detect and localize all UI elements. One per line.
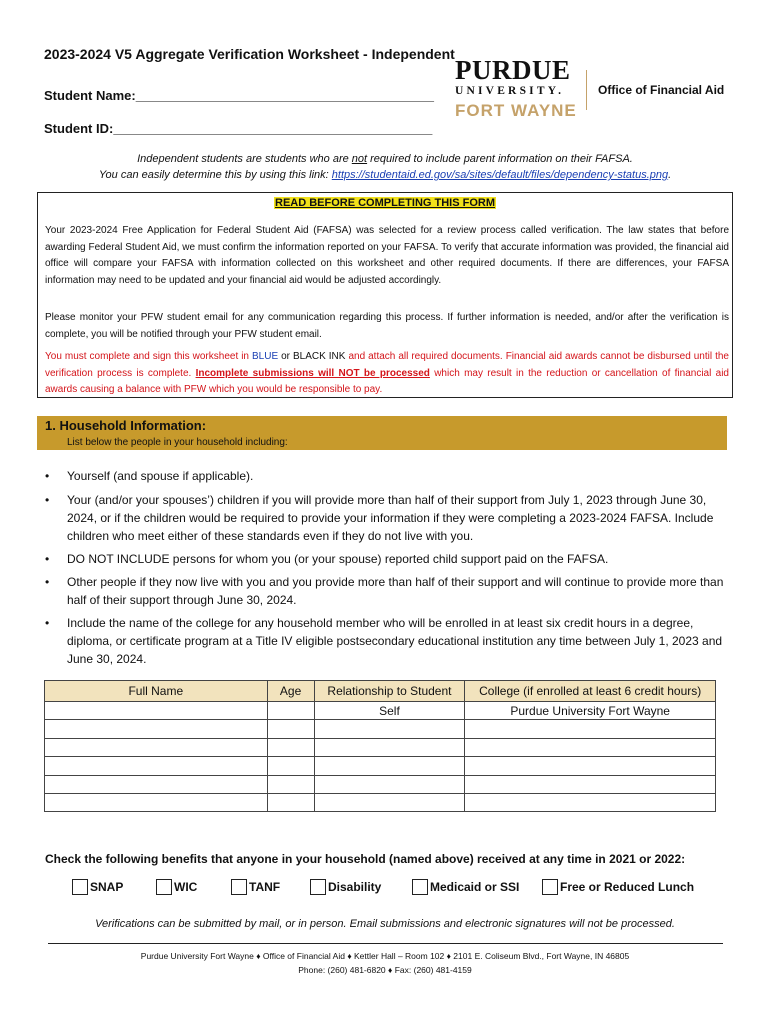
verification-note: Verifications can be submitted by mail, or in person. Email submissions and electronic signatures will not be processed. xyxy=(95,918,675,930)
full-name-cell[interactable] xyxy=(45,757,268,775)
office-name: Office of Financial Aid xyxy=(598,83,725,97)
age-cell[interactable] xyxy=(267,793,314,811)
black-ink-text: BLACK INK xyxy=(293,351,346,362)
section-1-title: 1. Household Information: xyxy=(45,418,207,433)
logo-purdue-text: PURDUE xyxy=(455,55,571,85)
college-cell[interactable] xyxy=(465,720,716,738)
age-cell[interactable] xyxy=(267,738,314,756)
section-1-subtitle: List below the people in your household including: xyxy=(67,437,288,448)
full-name-cell[interactable] xyxy=(45,720,268,738)
bullet-icon: • xyxy=(45,493,50,507)
age-cell[interactable] xyxy=(267,775,314,793)
footer-address: Purdue University Fort Wayne ♦ Office of Financial Aid ♦ Kettler Hall – Room 102 ♦ 2101 E. Coliseum Blvd., Fort Wayne, IN 46805 xyxy=(140,951,630,961)
student-id-row xyxy=(44,120,432,138)
col-full-name: Full Name xyxy=(45,681,268,702)
medicaid-ssi-label: Medicaid or SSI xyxy=(430,880,520,894)
table-row xyxy=(45,702,716,720)
tanf-label: TANF xyxy=(249,880,281,894)
intro-not: not xyxy=(351,153,368,165)
table-row xyxy=(45,757,716,775)
bullet-icon: • xyxy=(45,469,50,483)
snap-label: SNAP xyxy=(90,880,124,894)
medicaid-ssi-checkbox[interactable] xyxy=(412,878,519,896)
list-item-text: Include the name of the college for any household member who will be enrolled in at least six credit hours in a degree, diploma, or certificate program at a Title IV eligible postsecondary educational institution any time between July 1, 2023 and June 30, 2024. xyxy=(67,616,723,666)
college-cell[interactable] xyxy=(465,757,716,775)
footer-phone: Phone: (260) 481-6820 ♦ Fax: (260) 481-4159 xyxy=(298,965,472,975)
age-cell[interactable] xyxy=(267,702,314,720)
list-item xyxy=(45,573,725,609)
list-item-text: Other people if they now live with you and you provide more than half of their support and will continue to provide more than half of their support through June 30, 2024. xyxy=(67,575,724,607)
list-item-text: Your (and/or your spouses’) children if you will provide more than half of their support from July 1, 2023 through June 30, 2024, or if the children would be required to provide your information if they were completing a 2023-2024 FAFSA. Include children who meet either of these standards even if they do not live with you. xyxy=(67,493,714,543)
dependency-status-link[interactable]: https://studentaid.ed.gov/sa/sites/default/files/dependency-status.png xyxy=(331,169,669,181)
checkbox-icon[interactable] xyxy=(412,879,428,895)
blue-ink-text: BLUE xyxy=(252,351,279,362)
college-cell[interactable] xyxy=(465,738,716,756)
notice-disburse-text: and attach all required documents. Financial aid awards cannot be disbursed until the verification process is complete. xyxy=(45,351,729,379)
notice-heading-text: READ BEFORE COMPLETING THIS FORM xyxy=(275,197,495,209)
free-reduced-lunch-label: Free or Reduced Lunch xyxy=(560,880,695,894)
intro-line-2 xyxy=(0,167,770,183)
wic-checkbox[interactable] xyxy=(156,878,197,896)
relationship-cell[interactable] xyxy=(314,775,465,793)
snap-checkbox[interactable] xyxy=(72,878,123,896)
incomplete-warning: Incomplete submissions will NOT be processed xyxy=(195,367,430,379)
intro-link-prefix: You can easily determine this by using this link: xyxy=(98,169,332,181)
disability-checkbox[interactable] xyxy=(310,878,381,896)
list-item xyxy=(45,550,725,568)
student-id-label: Student ID: xyxy=(44,121,114,136)
bullet-icon: • xyxy=(45,575,50,589)
logo-university-text: UNIVERSITY. xyxy=(455,85,565,97)
intro-text: Independent students are students who are xyxy=(137,153,352,165)
col-college: College (if enrolled at least 6 credit hours) xyxy=(465,681,716,702)
checkbox-icon[interactable] xyxy=(156,879,172,895)
college-cell[interactable] xyxy=(465,775,716,793)
notice-paragraph-2: Please monitor your PFW student email for any communication regarding this process. If further information is needed, and/or after the verification is complete, you will be notified through your PFW student email. xyxy=(45,312,729,340)
intro-line-1 xyxy=(0,151,770,167)
full-name-cell[interactable] xyxy=(45,738,268,756)
bullet-icon: • xyxy=(45,616,50,630)
student-id-line[interactable]: ______________________________________________ xyxy=(113,121,433,136)
relationship-cell[interactable] xyxy=(314,720,465,738)
logo-divider xyxy=(586,70,587,110)
col-relationship: Relationship to Student xyxy=(314,681,465,702)
logo-fort-wayne-text: FORT WAYNE xyxy=(455,101,577,120)
notice-paragraph-3 xyxy=(45,349,729,399)
checkbox-icon[interactable] xyxy=(310,879,326,895)
disability-label: Disability xyxy=(328,880,382,894)
form-title: 2023-2024 V5 Aggregate Verification Worksheet - Independent xyxy=(44,46,455,62)
notice-paragraph-1: Your 2023-2024 Free Application for Federal Student Aid (FAFSA) was selected for a review process called verification. The law states that before awarding Federal Student Aid, we must confirm the information reported on your FAFSA. To verify that accurate information was provided, the financial aid office will compare your FAFSA with information collected on this worksheet and other required documents. If there are differences, your FAFSA information may need to be updated and your financial aid would be adjusted accordingly. xyxy=(45,225,729,286)
list-item-text: Yourself (and spouse if applicable). xyxy=(67,469,254,483)
list-item xyxy=(45,491,725,545)
table-header-row xyxy=(45,681,716,702)
free-reduced-lunch-checkbox[interactable] xyxy=(542,878,694,896)
household-table xyxy=(44,680,716,812)
relationship-cell[interactable] xyxy=(314,738,465,756)
college-cell[interactable]: Purdue University Fort Wayne xyxy=(465,702,716,720)
relationship-cell[interactable]: Self xyxy=(314,702,465,720)
notice-consequence-text: which may result in the reduction or cancellation of financial aid awards causing a balance with PFW which you would be responsible to pay. xyxy=(45,367,729,395)
col-age: Age xyxy=(267,681,314,702)
list-item xyxy=(45,467,725,485)
student-name-line[interactable]: ___________________________________________ xyxy=(135,88,434,103)
table-row xyxy=(45,738,716,756)
checkbox-icon[interactable] xyxy=(231,879,247,895)
table-row xyxy=(45,775,716,793)
student-name-label: Student Name: xyxy=(44,88,136,103)
notice-ink-text: You must complete and sign this worksheet in xyxy=(45,351,252,362)
bullet-icon: • xyxy=(45,552,50,566)
age-cell[interactable] xyxy=(267,757,314,775)
footer-divider xyxy=(48,943,723,944)
full-name-cell[interactable] xyxy=(45,775,268,793)
full-name-cell[interactable] xyxy=(45,702,268,720)
full-name-cell[interactable] xyxy=(45,793,268,811)
student-name-row xyxy=(44,87,434,105)
benefits-question: Check the following benefits that anyone in your household (named above) received at any time in 2021 or 2022: xyxy=(45,852,686,866)
table-row xyxy=(45,793,716,811)
intro-period: . xyxy=(668,169,672,181)
age-cell[interactable] xyxy=(267,720,314,738)
checkbox-icon[interactable] xyxy=(72,879,88,895)
or-text: or xyxy=(278,351,293,362)
list-item-text: DO NOT INCLUDE persons for whom you (or your spouse) reported child support paid on the FAFSA. xyxy=(67,552,609,566)
relationship-cell[interactable] xyxy=(314,757,465,775)
college-cell[interactable] xyxy=(465,793,716,811)
tanf-checkbox[interactable] xyxy=(231,878,280,896)
purdue-fort-wayne-logo xyxy=(455,57,580,121)
list-item xyxy=(45,614,725,668)
notice-heading xyxy=(37,197,733,209)
intro-text-end: required to include parent information on their FAFSA. xyxy=(367,153,633,165)
relationship-cell[interactable] xyxy=(314,793,465,811)
checkbox-icon[interactable] xyxy=(542,879,558,895)
table-row xyxy=(45,720,716,738)
wic-label: WIC xyxy=(174,880,198,894)
